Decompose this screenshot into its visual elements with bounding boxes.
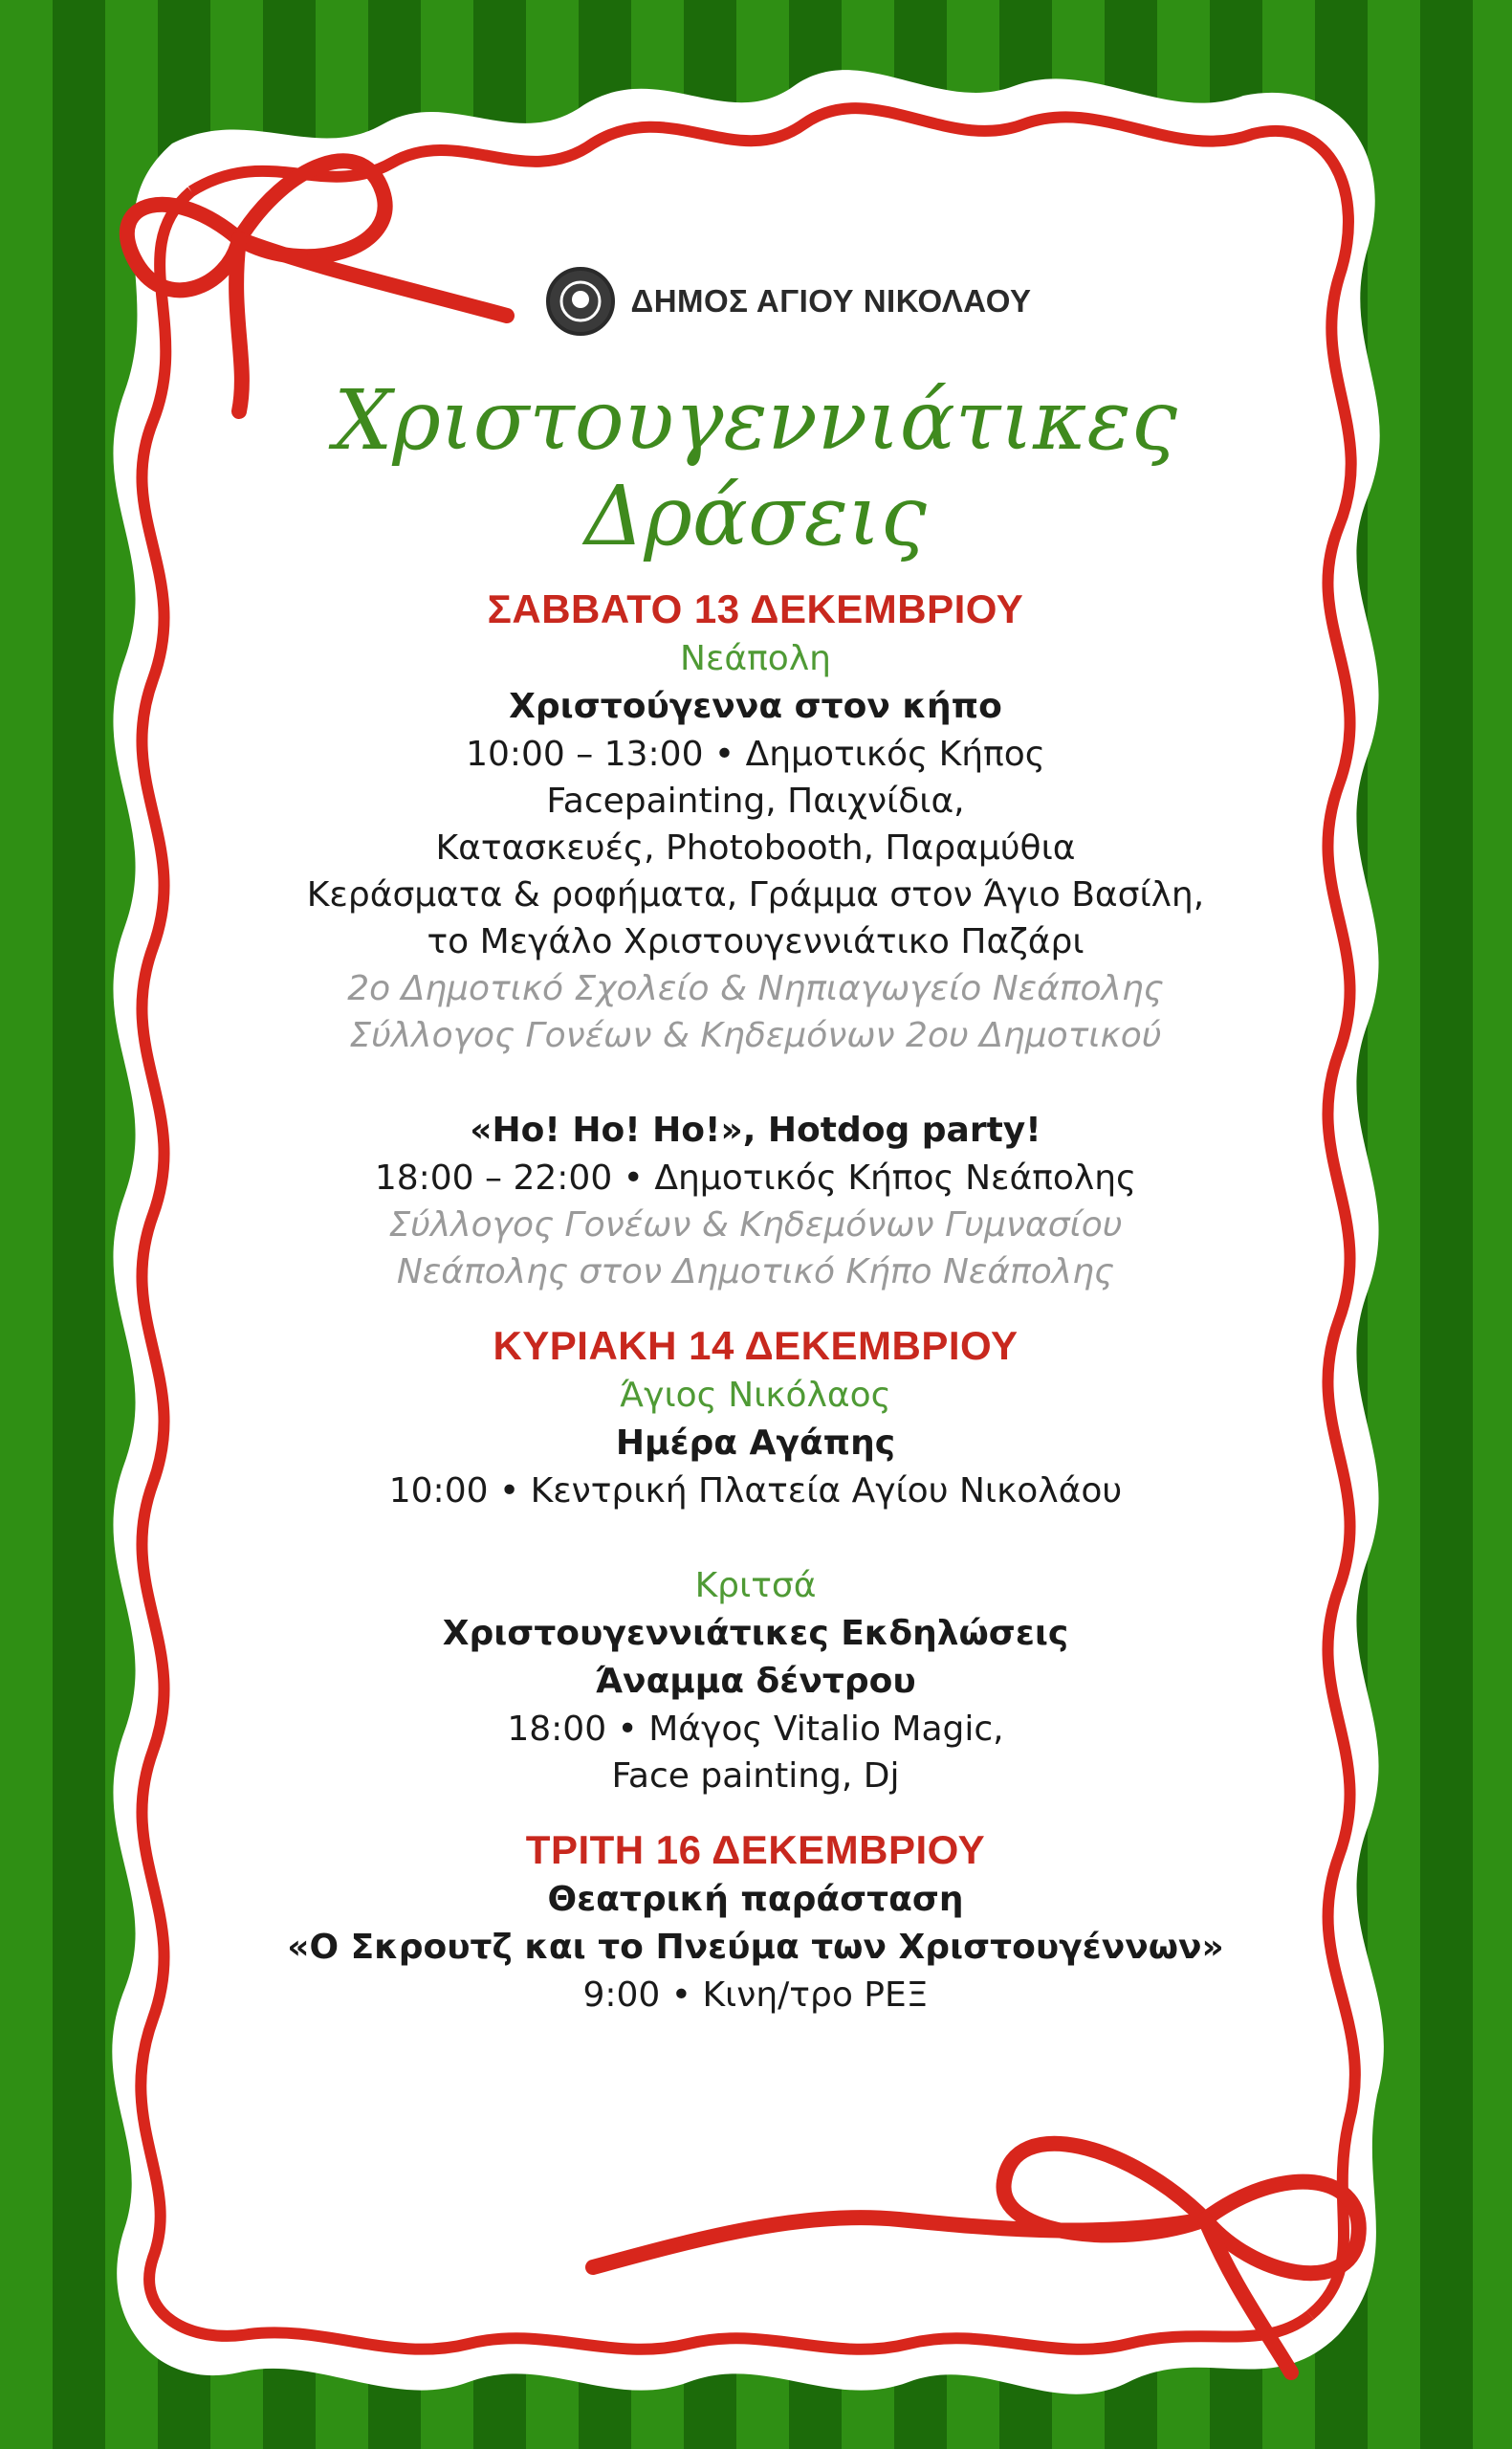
- event-line: Κατασκευές, Photobooth, Παραμύθια: [435, 828, 1076, 868]
- event-line: Face painting, Dj: [611, 1756, 900, 1796]
- section-date: ΣΑΒΒΑΤΟ 13 ΔΕΚΕΜΒΡΙΟΥ: [487, 586, 1024, 631]
- poster-content: [239, 258, 1272, 2019]
- event-title: Χριστούγεννα στον κήπο: [509, 687, 1002, 726]
- event-line: 10:00 – 13:00 • Δημοτικός Κήπος: [466, 735, 1045, 774]
- municipality-name: ΔΗΜΟΣ ΑΓΙΟΥ ΝΙΚΟΛΑΟΥ: [630, 283, 1032, 319]
- event-title: Ημέρα Αγάπης: [615, 1423, 896, 1463]
- section-date: ΤΡΙΤΗ 16 ΔΕΚΕΜΒΡΙΟΥ: [525, 1827, 986, 1872]
- title-line-1: Χριστουγεννιάτικες: [334, 373, 1177, 469]
- title-line-2: Δράσεις: [584, 469, 927, 564]
- event-line: 18:00 – 22:00 • Δημοτικός Κήπος Νεάπολης: [374, 1158, 1137, 1198]
- event-line: το Μεγάλο Χριστουγεννιάτικο Παζάρι: [427, 922, 1085, 961]
- municipality-emblem-icon: [546, 267, 615, 336]
- event-line: Facepainting, Παιχνίδια,: [546, 782, 965, 821]
- event-organizer: Νεάπολης στον Δημοτικό Κήπο Νεάπολης: [396, 1252, 1115, 1291]
- event-subtitle: Άναμμα δέντρου: [595, 1662, 916, 1701]
- event-line: Κεράσματα & ροφήματα, Γράμμα στον Άγιο Βασίλη,: [306, 875, 1205, 915]
- section-place: Κριτσά: [694, 1566, 817, 1605]
- municipality-header: [306, 258, 1272, 344]
- section-place: Άγιος Νικόλαος: [620, 1376, 891, 1415]
- section-place: Νεάπολη: [680, 639, 831, 678]
- event-subtitle: «Ο Σκρουτζ και το Πνεύμα των Χριστουγέννων»: [287, 1928, 1224, 1967]
- event-title: «Ho! Ho! Ho!», Hotdog party!: [470, 1111, 1041, 1150]
- event-organizer: Σύλλογος Γονέων & Κηδεμόνων Γυμνασίου: [388, 1205, 1123, 1245]
- event-title: Χριστουγεννιάτικες Εκδηλώσεις: [442, 1614, 1069, 1653]
- event-line: 18:00 • Μάγος Vitalio Magic,: [507, 1710, 1004, 1749]
- event-title: Θεατρική παράσταση: [547, 1880, 964, 1919]
- page-title: [239, 373, 1272, 564]
- event-organizer: 2ο Δημοτικό Σχολείο & Νηπιαγωγείο Νεάπολης: [347, 969, 1164, 1008]
- section-date: ΚΥΡΙΑΚΗ 14 ΔΕΚΕΜΒΡΙΟΥ: [493, 1323, 1019, 1368]
- event-line: 9:00 • Κινη/τρο ΡΕΞ: [582, 1975, 929, 2015]
- event-organizer: Σύλλογος Γονέων & Κηδεμόνων 2ου Δημοτικού: [349, 1016, 1162, 1055]
- event-line: 10:00 • Κεντρική Πλατεία Αγίου Νικολάου: [388, 1471, 1123, 1511]
